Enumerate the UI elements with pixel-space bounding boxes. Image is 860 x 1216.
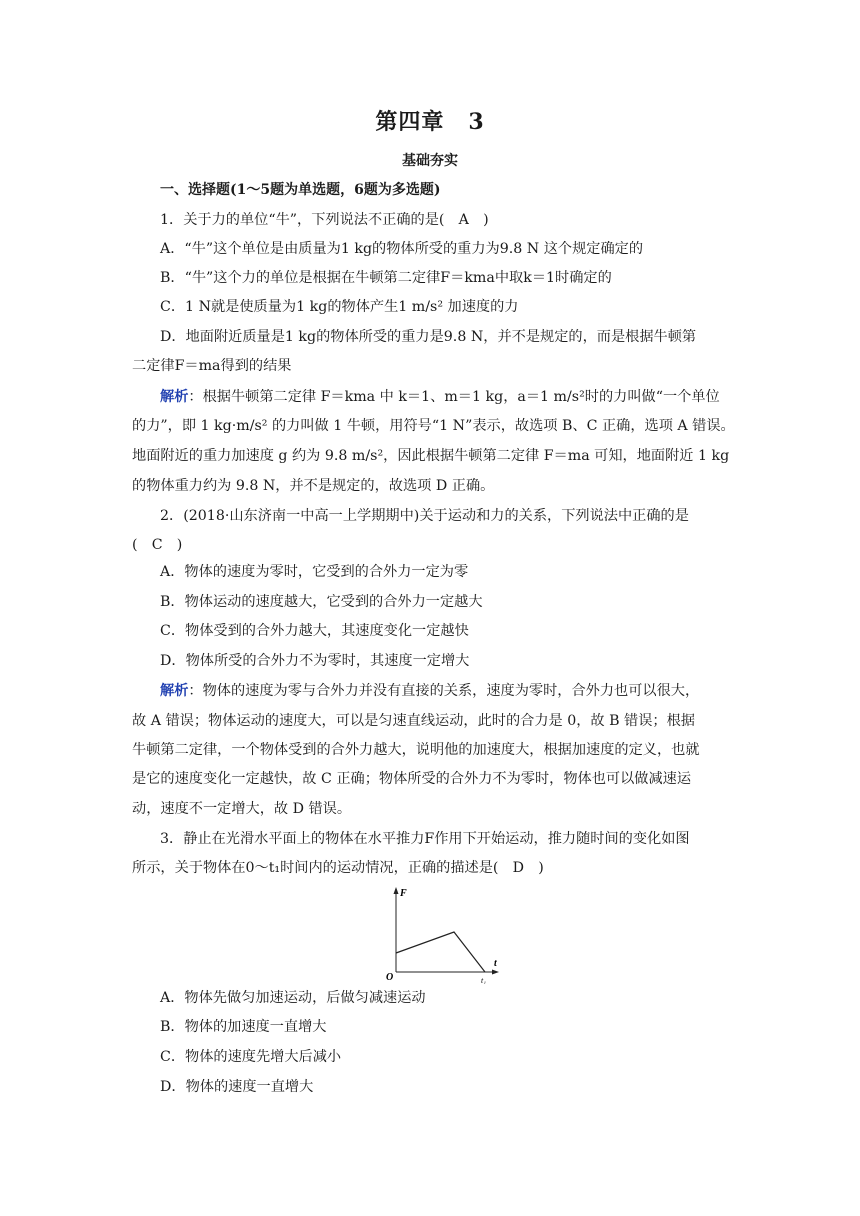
- question-3-option-c: C．物体的速度先增大后减小: [160, 1049, 342, 1065]
- question-1: 1．关于力的单位“牛”，下列说法不正确的是( A ): [160, 212, 489, 228]
- explanation-2-line-3: 牛顿第二定律，一个物体受到的合外力越大，说明他的加速度大，根据加速度的定义，也就: [132, 742, 700, 758]
- page-title: [0, 105, 860, 136]
- question-3-option-a: A．物体先做匀加速运动，后做匀减速运动: [160, 990, 426, 1006]
- t1-label: t₁: [481, 976, 487, 984]
- section-heading: 一、选择题(1～5题为单选题，6题为多选题): [160, 182, 441, 198]
- origin-label: O: [386, 972, 394, 983]
- y-axis-label: F: [400, 888, 407, 899]
- explanation-2-line-4: 是它的速度变化一定越快，故 C 正确；物体所受的合外力不为零时，物体也可以做减速运: [132, 771, 692, 787]
- question-1-option-d-cont: 二定律F＝ma得到的结果: [132, 358, 292, 374]
- question-2-option-a: A．物体的速度为零时，它受到的合外力一定为零: [160, 564, 469, 580]
- question-3-cont: 所示，关于物体在0～t₁时间内的运动情况，正确的描述是( D ): [132, 860, 544, 876]
- question-1-option-b: B．“牛”这个力的单位是根据在牛顿第二定律F＝kma中取k＝1时确定的: [160, 270, 612, 286]
- question-3: 3．静止在光滑水平面上的物体在水平推力F作用下开始运动，推力随时间的变化如图: [160, 831, 690, 847]
- y-axis-arrow: [394, 887, 399, 894]
- question-2-option-c: C．物体受到的合外力越大，其速度变化一定越快: [160, 623, 469, 639]
- question-1-option-a: A．“牛”这个单位是由质量为1 kg的物体所受的重力为9.8 N 这个规定确定的: [160, 241, 644, 257]
- explanation-1-line-1: 解析：根据牛顿第二定律 F＝kma 中 k＝1、m＝1 kg，a＝1 m/s²时的力叫做“一个单位: [160, 389, 720, 405]
- explanation-2-line-1: 解析：物体的速度为零与合外力并没有直接的关系，速度为零时，合外力也可以很大，: [160, 683, 700, 699]
- question-2-option-b: B．物体运动的速度越大，它受到的合外力一定越大: [160, 594, 483, 610]
- question-3-option-d: D．物体的速度一直增大: [160, 1079, 314, 1095]
- page-subtitle: 基础夯实: [402, 153, 458, 169]
- explanation-1-line-4: 的物体重力约为 9.8 N，并不是规定的，故选项 D 正确。: [132, 478, 495, 494]
- question-2-option-d: D．物体所受的合外力不为零时，其速度一定增大: [160, 653, 470, 669]
- force-time-graph: [382, 884, 502, 984]
- question-1-option-d: D．地面附近质量是1 kg的物体所受的重力是9.8 N，并不是规定的，而是根据牛顿第: [160, 329, 697, 345]
- chapter-label: 第四章: [375, 109, 445, 135]
- question-3-option-b: B．物体的加速度一直增大: [160, 1019, 327, 1035]
- explanation-1-line-3: 地面附近的重力加速度 g 约为 9.8 m/s²，因此根据牛顿第二定律 F＝ma 可知，地面附近 1 kg: [132, 448, 730, 464]
- question-2: 2．(2018·山东济南一中高一上学期期中)关于运动和力的关系，下列说法中正确的是: [160, 508, 689, 524]
- section-number: 3: [468, 109, 485, 135]
- question-2-answer: ( C ): [132, 537, 183, 553]
- explanation-1-line-2: 的力”，即 1 kg·m/s² 的力叫做 1 牛顿，用符号“1 N”表示，故选项 B、C 正确，选项 A 错误。: [132, 418, 735, 434]
- explanation-label: 解析: [160, 389, 189, 405]
- explanation-label: 解析: [160, 683, 189, 699]
- explanation-2-line-2: 故 A 错误；物体运动的速度大，可以是匀速直线运动，此时的合力是 0，故 B 错误；根据: [132, 713, 695, 729]
- question-1-option-c: C．1 N就是使质量为1 kg的物体产生1 m/s² 加速度的力: [160, 299, 519, 315]
- explanation-2-line-5: 动，速度不一定增大，故 D 错误。: [132, 801, 352, 817]
- force-curve: [396, 932, 485, 972]
- x-axis-label: t: [494, 958, 497, 969]
- x-axis-arrow: [492, 970, 499, 975]
